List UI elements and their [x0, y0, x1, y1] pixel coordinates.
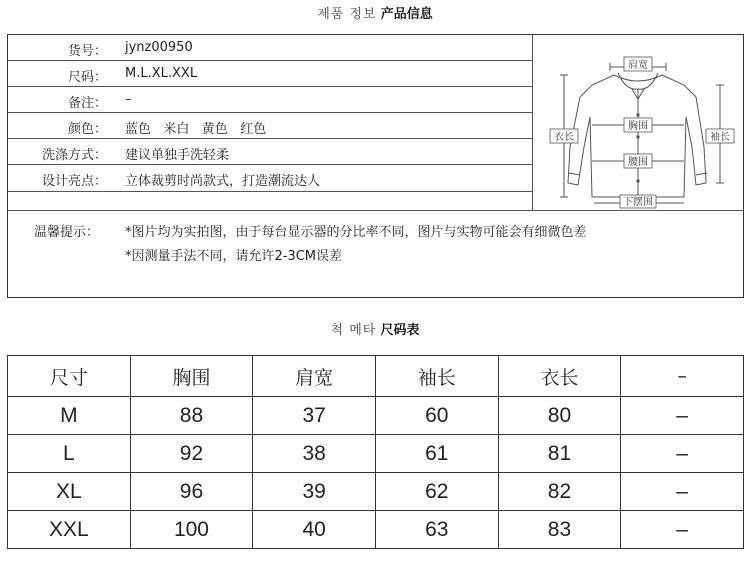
table-cell: 61 — [375, 435, 498, 473]
table-row — [8, 473, 744, 511]
info-row-colors — [8, 113, 532, 139]
info-label: 货号： — [67, 44, 107, 59]
info-label: 洗涤方式： — [41, 148, 107, 163]
info-label: 尺码： — [67, 70, 107, 85]
info-row-washing — [8, 139, 532, 165]
size-table — [7, 355, 744, 549]
info-row-sizes — [8, 61, 532, 87]
info-value: M.L.XL.XXL — [125, 66, 198, 81]
table-cell: 82 — [498, 473, 621, 511]
length-label: 衣长 — [554, 132, 574, 143]
table-cell: 40 — [253, 511, 376, 549]
size-chart-title-chinese: 尺码表 — [380, 323, 420, 338]
table-cell: 60 — [375, 397, 498, 435]
table-cell: – — [621, 511, 744, 549]
table-row — [8, 511, 744, 549]
table-cell: XXL — [8, 511, 131, 549]
table-header-row — [8, 356, 744, 397]
waist-label: 腰围 — [628, 157, 648, 168]
chest-label: 胸围 — [628, 121, 648, 132]
table-row — [8, 397, 744, 435]
info-row-design — [8, 165, 532, 210]
notice-label: 温馨提示： — [34, 225, 100, 240]
info-value: – — [125, 92, 132, 107]
notice-line-1: *图片均为实拍图，由于每台显示器的分比率不同，图片与实物可能会有细微色差 — [125, 225, 587, 240]
product-info-rows — [8, 35, 532, 235]
table-cell: 39 — [253, 473, 376, 511]
table-cell: L — [8, 435, 131, 473]
table-cell: 92 — [130, 435, 253, 473]
info-row-remarks — [8, 87, 532, 113]
sleeve-label: 袖长 — [710, 132, 730, 143]
table-row — [8, 435, 744, 473]
header-cell: 肩宽 — [253, 356, 376, 397]
hem-label: 下摆围 — [623, 197, 653, 208]
table-cell: 100 — [130, 511, 253, 549]
table-cell: 88 — [130, 397, 253, 435]
size-chart-title — [0, 319, 750, 338]
table-cell: 80 — [498, 397, 621, 435]
divider — [532, 35, 533, 210]
info-label: 颜色： — [67, 122, 107, 137]
info-value: 立体裁剪时尚款式，打造潮流达人 — [125, 174, 321, 189]
garment-measurement-diagram — [534, 37, 742, 209]
header-cell: 胸围 — [130, 356, 253, 397]
divider — [8, 191, 532, 192]
table-cell: 38 — [253, 435, 376, 473]
table-cell: 96 — [130, 473, 253, 511]
info-label: 设计亮点： — [41, 174, 107, 189]
header-cell: 衣长 — [498, 356, 621, 397]
info-row-item-number — [8, 35, 532, 61]
table-cell: 37 — [253, 397, 376, 435]
notice-section — [8, 211, 743, 297]
table-cell: – — [621, 473, 744, 511]
info-label: 备注： — [67, 96, 107, 111]
table-cell: 62 — [375, 473, 498, 511]
table-cell: 83 — [498, 511, 621, 549]
info-value: 建议单独手洗轻柔 — [125, 148, 230, 163]
product-info-title-chinese: 产品信息 — [380, 7, 433, 22]
table-cell: XL — [8, 473, 131, 511]
size-chart-title-korean: 척 메타 — [330, 323, 377, 338]
header-cell: 袖长 — [375, 356, 498, 397]
header-cell: – — [621, 356, 744, 397]
header-cell: 尺寸 — [8, 356, 131, 397]
table-cell: 81 — [498, 435, 621, 473]
info-value: 蓝色 米白 黄色 红色 — [125, 122, 267, 137]
table-cell: – — [621, 397, 744, 435]
table-cell: 63 — [375, 511, 498, 549]
product-info-box — [7, 34, 744, 298]
info-value: jynz00950 — [125, 40, 193, 55]
table-cell: M — [8, 397, 131, 435]
product-info-title — [0, 3, 750, 22]
product-info-title-korean: 제품 정보 — [317, 7, 377, 22]
notice-line-2: *因测量手法不同，请允许2-3CM误差 — [125, 249, 343, 264]
table-cell: – — [621, 435, 744, 473]
shoulder-label: 肩宽 — [628, 60, 648, 71]
